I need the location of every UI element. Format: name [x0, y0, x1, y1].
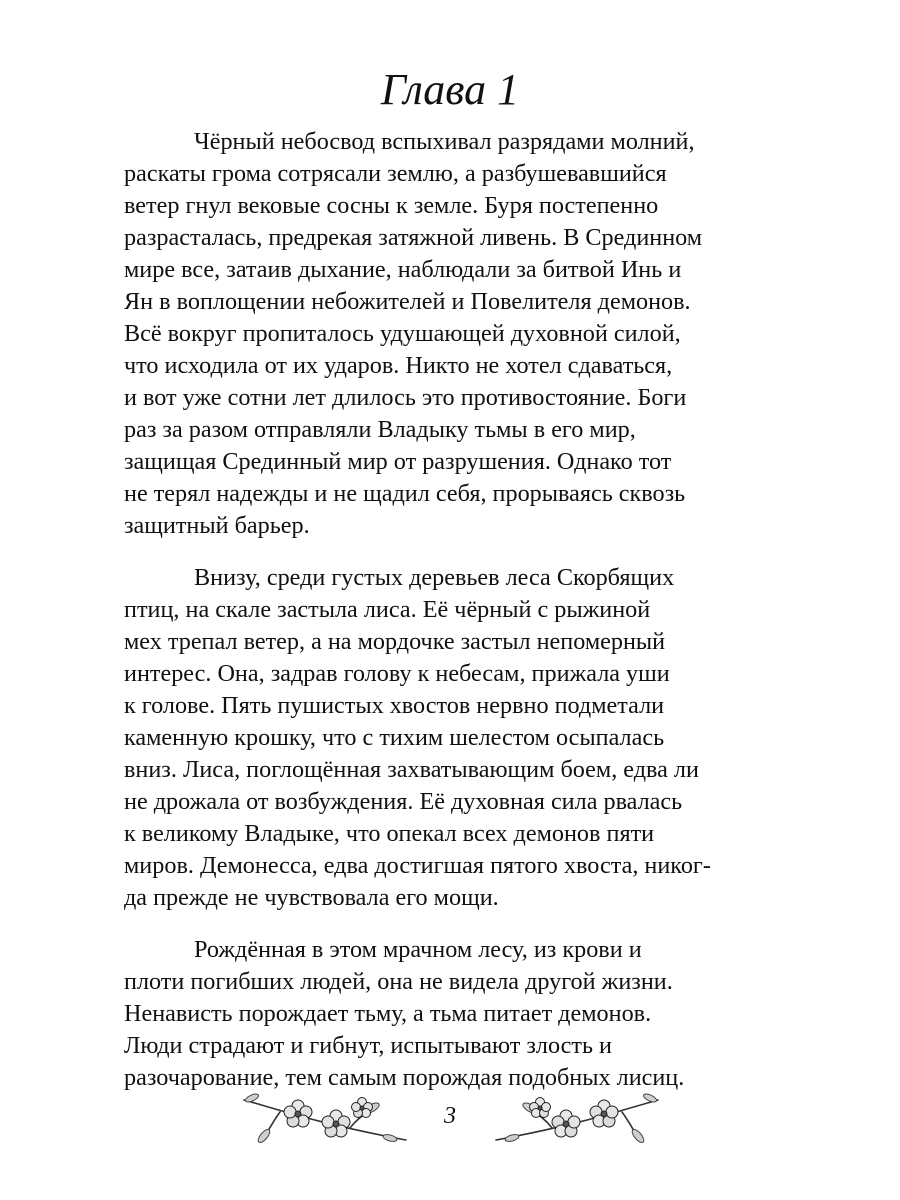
text-line: мех трепал ветер, а на мордочке застыл непомерный	[124, 628, 666, 655]
blossom-branch-icon	[240, 1090, 410, 1150]
text-line: ветер гнул вековые сосны к земле. Буря постепенно	[124, 192, 659, 219]
page-footer	[0, 1090, 900, 1150]
text-line: не дрожала от возбуждения. Её духовная сила рвалась	[124, 788, 683, 815]
text-line: мире все, затаив дыхание, наблюдали за битвой Инь и	[124, 256, 682, 283]
text-line: Рождённая в этом мрачном лесу, из крови и	[194, 936, 642, 963]
blossom-branch-icon	[492, 1090, 662, 1150]
text-line: Люди страдают и гибнут, испытывают злость и	[124, 1032, 612, 1059]
text-line: Внизу, среди густых деревьев леса Скорбящих	[194, 564, 675, 591]
chapter-text	[124, 126, 774, 1094]
text-line: к голове. Пять пушистых хвостов нервно подметали	[124, 692, 665, 719]
text-line: Всё вокруг пропиталось удушающей духовной силой,	[124, 320, 681, 347]
text-line: Ян в воплощении небожителей и Повелителя демонов.	[124, 288, 691, 315]
text-line: Чёрный небосвод вспыхивал разрядами молний,	[194, 128, 695, 155]
page-number: 3	[444, 1103, 456, 1129]
paragraph-1	[124, 126, 774, 542]
text-line: Ненависть порождает тьму, а тьма питает демонов.	[124, 1000, 652, 1027]
text-line: не терял надежды и не щадил себя, прорываясь сквозь	[124, 480, 686, 507]
chapter-title: Глава 1	[380, 65, 520, 114]
text-line: да прежде не чувствовала его мощи.	[124, 884, 499, 911]
text-line: интерес. Она, задрав голову к небесам, прижала уши	[124, 660, 670, 687]
text-line: миров. Демонесса, едва достигшая пятого хвоста, никог-	[124, 852, 711, 879]
text-line: раз за разом отправляли Владыку тьмы в его мир,	[124, 416, 636, 443]
paragraph-3	[124, 934, 774, 1094]
text-line: вниз. Лиса, поглощённая захватывающим боем, едва ли	[124, 756, 699, 783]
text-line: птиц, на скале застыла лиса. Её чёрный с рыжиной	[124, 596, 651, 623]
text-line: и вот уже сотни лет длилось это противостояние. Боги	[124, 384, 687, 411]
text-line: защищая Срединный мир от разрушения. Однако тот	[124, 448, 672, 475]
text-line: разочарование, тем самым порождая подобных лисиц.	[124, 1064, 685, 1091]
text-line: защитный барьер.	[124, 512, 310, 539]
text-line: каменную крошку, что с тихим шелестом осыпалась	[124, 724, 665, 751]
text-line: плоти погибших людей, она не видела другой жизни.	[124, 968, 673, 995]
paragraph-2	[124, 562, 774, 914]
text-line: раскаты грома сотрясали землю, а разбушевавшийся	[124, 160, 667, 187]
text-line: разрасталась, предрекая затяжной ливень. В Срединном	[124, 224, 703, 251]
text-line: что исходила от их ударов. Никто не хотел сдаваться,	[124, 352, 673, 379]
text-line: к великому Владыке, что опекал всех демонов пяти	[124, 820, 655, 847]
